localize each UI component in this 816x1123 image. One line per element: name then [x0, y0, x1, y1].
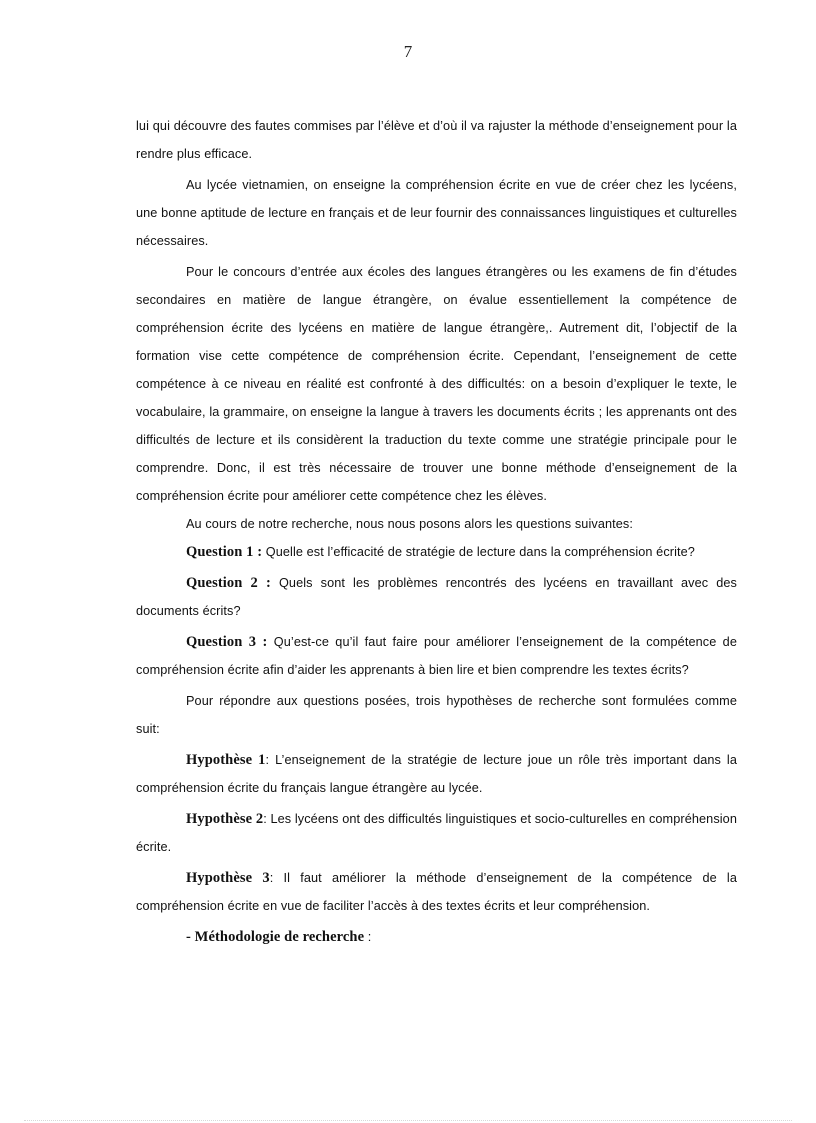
question-2-label: Question 2 : [186, 575, 271, 591]
hypothesis-2-text: : Les lycéens ont des difficultés linguistiques et socio-culturelles en compréhension écrite. [136, 812, 737, 854]
paragraph-hypotheses-intro: Pour répondre aux questions posées, trois hypothèses de recherche sont formulées comme suit: [136, 694, 737, 736]
question-2 [136, 569, 737, 625]
hypothesis-2-label: Hypothèse 2 [186, 811, 264, 827]
paragraph-questions-intro: Au cours de notre recherche, nous nous posons alors les questions suivantes: [186, 517, 633, 531]
question-3-text: Qu’est-ce qu’il faut faire pour améliorer l’enseignement de la compétence de compréhension écrite afin d’aider les apprenants à bien lire et bien comprendre les textes écrits? [136, 635, 737, 677]
question-1-text: Quelle est l’efficacité de stratégie de lecture dans la compréhension écrite? [262, 545, 695, 559]
hypothesis-3-label: Hypothèse 3 [186, 870, 270, 886]
footer-divider [24, 1120, 792, 1121]
paragraph-lycee: Au lycée vietnamien, on enseigne la compréhension écrite en vue de créer chez les lycéens, une bonne aptitude de lecture en français et de leur fournir des connaissances linguistiques et culturelles nécessaires. [136, 178, 737, 248]
question-1 [136, 538, 737, 566]
question-3 [136, 628, 737, 684]
hypothesis-1 [136, 746, 737, 802]
question-3-label: Question 3 : [186, 634, 268, 650]
paragraph-continuation: lui qui découvre des fautes commises par l’élève et d’où il va rajuster la méthode d’enseignement pour la rendre plus efficace. [136, 119, 737, 161]
hypothesis-1-text: : L’enseignement de la stratégie de lecture joue un rôle très important dans la compréhension écrite du français langue étrangère au lycée. [136, 753, 737, 795]
hypothesis-1-label: Hypothèse 1 [186, 752, 266, 768]
hypothesis-2 [136, 805, 737, 861]
paragraph-concours: Pour le concours d’entrée aux écoles des langues étrangères ou les examens de fin d’études secondaires en matière de langue étrangère, on évalue essentiellement la compétence de compréhension écrite des lycéens en matière de langue étrangère,. Autrement dit, l’objectif de la formation vise cette compétence de compréhension écrite. Cependant, l’enseignement de cette compétence à ce niveau en réalité est confronté à des difficultés: on a besoin d’expliquer le texte, le vocabulaire, la grammaire, on enseigne la langue à travers les documents écrits ; les apprenants ont des difficultés de lecture et ils considèrent la traduction du texte comme une stratégie principale pour le comprendre. Donc, il est très nécessaire de trouver une bonne méthode d’enseignement de la compréhension écrite pour améliorer cette compétence chez les élèves. [136, 265, 737, 503]
page-number: 7 [403, 42, 413, 61]
section-heading-text: - Méthodologie de recherche [186, 929, 365, 945]
page-body [136, 112, 737, 954]
section-heading-methodologie [136, 923, 737, 951]
hypothesis-3 [136, 864, 737, 920]
section-heading-colon: : [364, 930, 372, 944]
question-2-text: Quels sont les problèmes rencontrés des lycéens en travaillant avec des documents écrits? [136, 576, 737, 618]
question-1-label: Question 1 : [186, 544, 263, 560]
hypothesis-3-text: : Il faut améliorer la méthode d’enseignement de la compétence de la compréhension écrite en vue de faciliter l’accès à des textes écrits et leur compréhension. [136, 871, 737, 913]
